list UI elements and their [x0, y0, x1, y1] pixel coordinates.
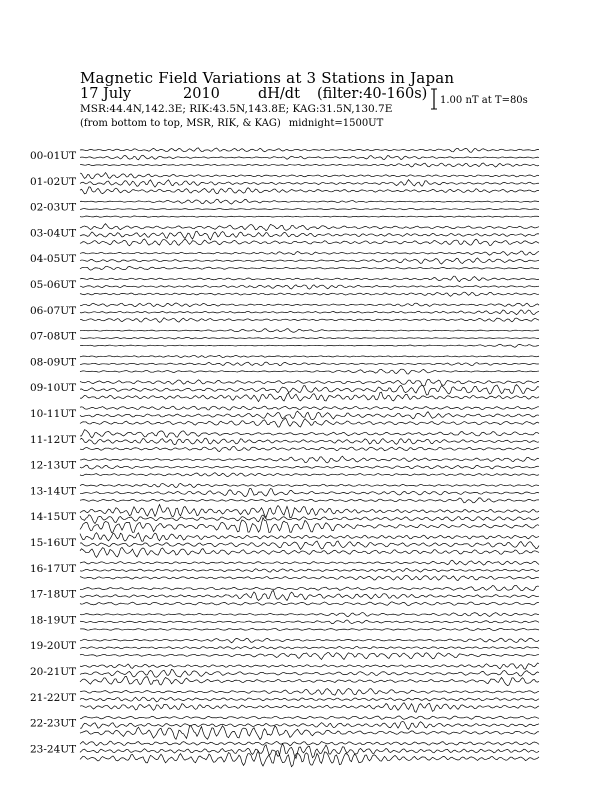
station-trace-rik	[80, 385, 539, 395]
station-trace-kag	[80, 533, 539, 542]
station-trace-rik	[80, 697, 539, 702]
station-trace-kag	[80, 504, 539, 517]
station-trace-rik	[80, 568, 539, 572]
station-trace-kag	[80, 251, 539, 255]
station-trace-msr	[80, 369, 539, 374]
station-trace-msr	[80, 653, 539, 660]
station-trace-kag	[80, 716, 539, 719]
station-trace-rik	[80, 155, 539, 160]
station-trace-rik	[80, 721, 539, 729]
station-trace-msr	[80, 392, 539, 401]
station-trace-msr	[80, 187, 539, 194]
station-trace-rik	[80, 411, 539, 419]
hour-row-label: 12-13UT	[30, 459, 77, 472]
station-trace-msr	[80, 418, 539, 427]
station-trace-rik	[80, 285, 539, 289]
station-trace-kag	[80, 355, 539, 357]
station-trace-rik	[80, 208, 539, 209]
station-trace-kag	[80, 276, 539, 281]
station-trace-kag	[80, 560, 539, 565]
station-trace-msr	[80, 575, 539, 580]
station-trace-msr	[80, 292, 539, 296]
station-trace-rik	[80, 438, 539, 445]
scale-label: 1.00 nT at T=80s	[440, 95, 528, 106]
station-trace-msr	[80, 344, 539, 347]
filter-label: (filter:40-160s)	[317, 86, 428, 102]
station-trace-rik	[80, 362, 539, 366]
station-trace-kag	[80, 329, 539, 333]
station-trace-kag	[80, 406, 539, 410]
station-trace-rik	[80, 744, 539, 759]
station-trace-msr	[80, 163, 539, 167]
hour-row-label: 22-23UT	[30, 717, 77, 730]
station-trace-msr	[80, 751, 539, 767]
station-trace-kag	[80, 199, 539, 204]
station-trace-msr	[80, 318, 539, 323]
station-trace-rik	[80, 620, 539, 624]
station-order-note: (from bottom to top, MSR, RIK, & KAG)	[80, 118, 281, 129]
station-trace-kag	[80, 148, 539, 152]
station-trace-kag	[80, 585, 539, 590]
station-trace-kag	[80, 224, 539, 231]
hour-row-label: 10-11UT	[30, 408, 77, 420]
station-trace-msr	[80, 726, 539, 740]
station-trace-msr	[80, 703, 539, 713]
station-trace-kag	[80, 379, 539, 386]
station-trace-msr	[80, 498, 539, 503]
station-trace-msr	[80, 518, 539, 533]
hour-row-label: 01-02UT	[30, 175, 77, 188]
year-label: 2010	[183, 86, 220, 102]
station-trace-kag	[80, 638, 539, 643]
station-trace-rik	[80, 231, 539, 240]
hour-row-label: 02-03UT	[30, 201, 77, 214]
station-trace-kag	[80, 456, 539, 463]
hour-row-label: 20-21UT	[30, 666, 77, 678]
station-trace-rik	[80, 337, 539, 339]
date-label: 17 July	[80, 86, 132, 102]
station-trace-kag	[80, 663, 539, 669]
hour-row-label: 09-10UT	[30, 382, 77, 395]
hour-row-label: 19-20UT	[30, 640, 77, 653]
station-trace-rik	[80, 541, 539, 549]
station-trace-kag	[80, 689, 539, 696]
hour-row-label: 11-12UT	[30, 433, 77, 446]
hour-row-label: 21-22UT	[30, 691, 77, 704]
station-trace-rik	[80, 489, 539, 497]
station-trace-msr	[80, 547, 539, 557]
hour-row-label: 05-06UT	[30, 279, 77, 291]
hour-row-label: 13-14UT	[30, 485, 77, 498]
hour-row-label: 06-07UT	[30, 304, 77, 317]
midnight-note: midnight=1500UT	[288, 118, 384, 129]
station-trace-rik	[80, 258, 539, 264]
station-trace-kag	[80, 430, 539, 438]
station-trace-msr	[80, 628, 539, 630]
hour-row-label: 17-18UT	[30, 588, 77, 601]
station-trace-rik	[80, 591, 539, 601]
station-trace-msr	[80, 602, 539, 606]
station-coordinates: MSR:44.4N,142.3E; RIK:43.5N,143.8E; KAG:31.5N,130.7E	[80, 103, 393, 115]
station-trace-kag	[80, 483, 539, 487]
station-trace-rik	[80, 669, 539, 677]
chart-title: Magnetic Field Variations at 3 Stations in Japan	[80, 69, 455, 87]
quantity-label: dH/dt	[258, 86, 300, 102]
station-trace-msr	[80, 677, 539, 686]
hour-row-label: 07-08UT	[30, 330, 77, 343]
station-trace-kag	[80, 741, 539, 746]
hour-row-label: 16-17UT	[30, 562, 77, 575]
station-trace-rik	[80, 515, 539, 524]
hour-row-label: 04-05UT	[30, 253, 77, 266]
station-trace-rik	[80, 310, 539, 315]
hour-row-label: 00-01UT	[30, 150, 77, 162]
station-trace-rik	[80, 465, 539, 469]
station-trace-kag	[80, 303, 539, 307]
station-trace-msr	[80, 446, 539, 451]
station-trace-msr	[80, 216, 539, 217]
hour-row-label: 23-24UT	[30, 743, 77, 756]
hour-row-label: 18-19UT	[30, 614, 77, 627]
station-trace-kag	[80, 173, 539, 179]
hour-row-label: 15-16UT	[30, 537, 77, 549]
hour-row-label: 14-15UT	[30, 511, 77, 524]
station-trace-kag	[80, 613, 539, 617]
station-trace-msr	[80, 239, 539, 246]
hour-row-label: 08-09UT	[30, 356, 77, 369]
station-trace-rik	[80, 646, 539, 649]
station-trace-msr	[80, 473, 539, 477]
station-trace-msr	[80, 266, 539, 270]
station-trace-rik	[80, 180, 539, 187]
hour-row-label: 03-04UT	[30, 227, 77, 240]
